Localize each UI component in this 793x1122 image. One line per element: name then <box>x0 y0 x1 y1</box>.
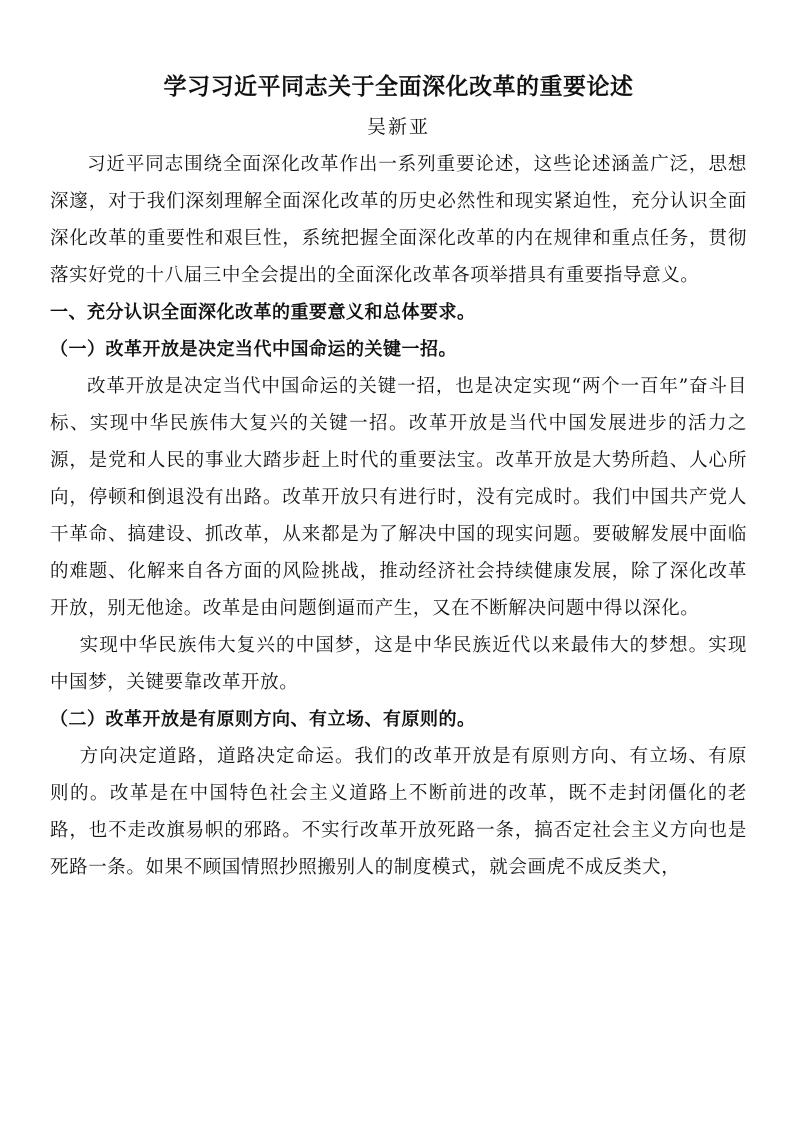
subsection-1-paragraph-2: 实现中华民族伟大复兴的中国梦，这是中华民族近代以来最伟大的梦想。实现中国梦，关键要靠改革开放。 <box>50 635 747 693</box>
document-title: 学习习近平同志关于全面深化改革的重要论述 <box>163 74 634 100</box>
subsection-2-paragraph-1: 方向决定道路，道路决定命运。我们的改革开放是有原则方向、有立场、有原则的。改革是在中国特色社会主义道路上不断前进的改革，既不走封闭僵化的老路，也不走改旗易帜的邪路。不实行改革开放死路一条，搞否定社会主义方向也是死路一条。如果不顾国情照抄照搬别人的制度模式，就会画虎不成反类犬， <box>50 746 747 878</box>
subsection-heading-1: （一）改革开放是决定当代中国命运的关键一招。 <box>50 339 457 360</box>
document-author: 吴新亚 <box>366 116 430 138</box>
subsection-heading-2: （二）改革开放是有原则方向、有立场、有原则的。 <box>50 709 476 730</box>
intro-paragraph: 习近平同志围绕全面深化改革作出一系列重要论述，这些论述涵盖广泛，思想深邃，对于我们深刻理解全面深化改革的历史必然性和现实紧迫性，充分认识全面深化改革的重要性和艰巨性，系统把握全面深化改革的内在规律和重点任务，贯彻落实好党的十八届三中全会提出的全面深化改革各项举措具有重要指导意义。 <box>50 154 747 286</box>
subsection-1-paragraph-1: 改革开放是决定当代中国命运的关键一招，也是决定实现“两个一百年”奋斗目标、实现中华民族伟大复兴的关键一招。改革开放是当代中国发展进步的活力之源，是党和人民的事业大踏步赶上时代的重要法宝。改革开放是大势所趋、人心所向，停顿和倒退没有出路。改革开放只有进行时，没有完成时。我们中国共产党人干革命、搞建设、抓改革，从来都是为了解决中国的现实问题。要破解发展中面临的难题、化解来自各方面的风险挑战，推动经济社会持续健康发展，除了深化改革开放，别无他途。改革是由问题倒逼而产生，又在不断解决问题中得以深化。 <box>50 376 747 619</box>
section-heading-1: 一、充分认识全面深化改革的重要意义和总体要求。 <box>50 302 476 323</box>
